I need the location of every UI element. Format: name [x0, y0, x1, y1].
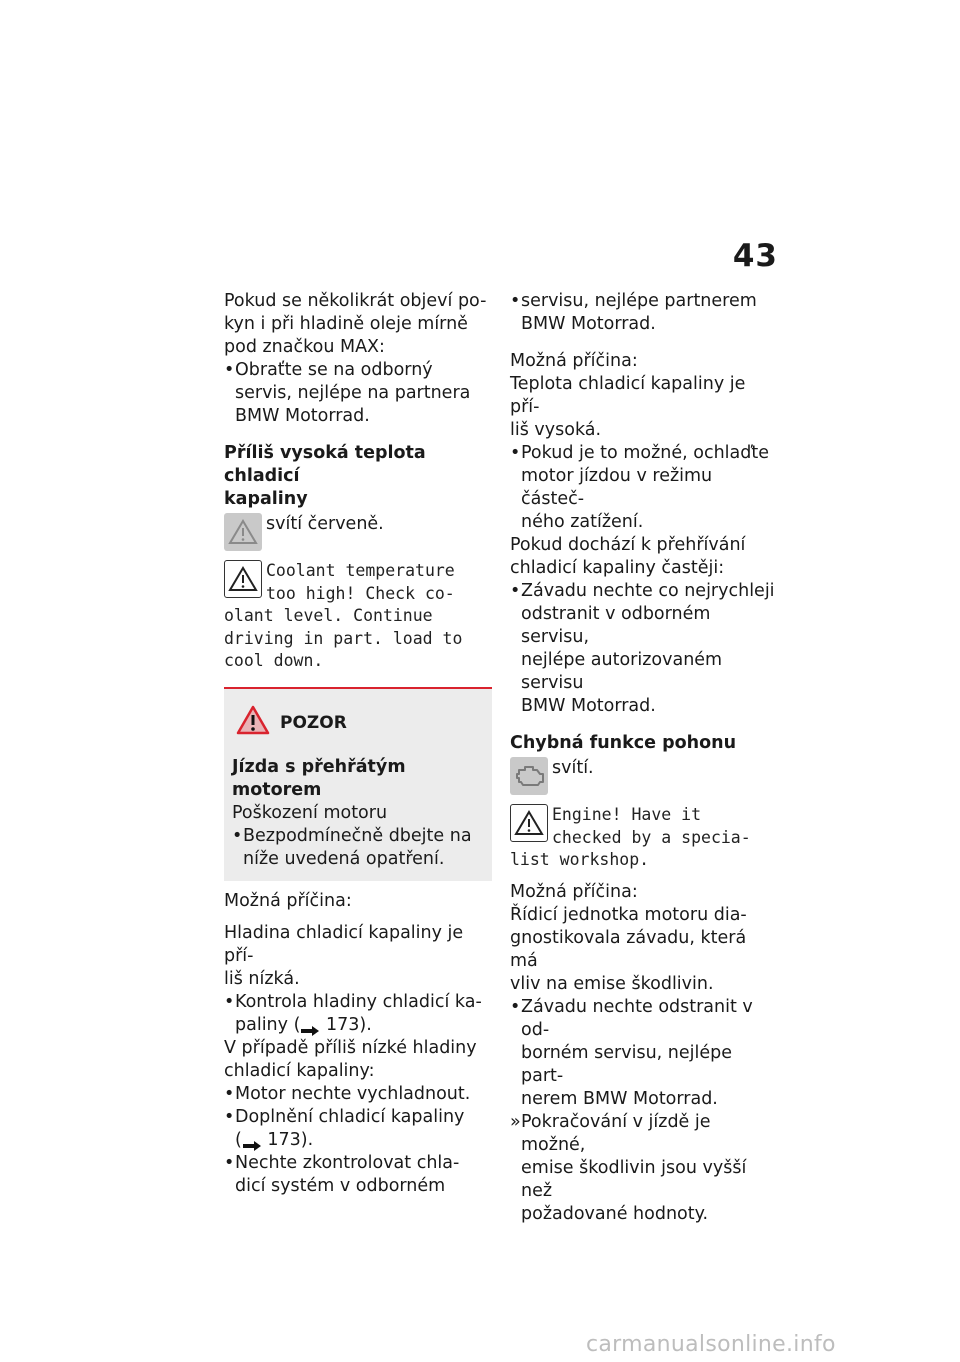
page-number: 43	[732, 238, 778, 274]
text-line: chladicí kapaliny častěji:	[510, 558, 725, 578]
display-message-coolant: Coolant temperature too high! Check co- olant level. Continue driving in part. load to cool down.	[224, 561, 463, 670]
list-item: • Doplnění chladicí kapaliny ( 173).	[224, 1106, 494, 1152]
caution-box	[224, 687, 492, 881]
cause-label: Možná příčina:	[224, 890, 352, 911]
note-item: » Pokračování v jízdě je možné, emise škodlivin jsou vyšší než požadované hodnoty.	[510, 1111, 778, 1226]
text-line: Pokud dochází k přehřívání	[510, 535, 746, 555]
watermark: carmanualsonline.info	[586, 1332, 836, 1357]
intro-line: pod značkou MAX:	[224, 337, 385, 357]
cause-label: Možná příčina:	[510, 351, 638, 371]
indicator-text: svítí červeně.	[266, 514, 384, 534]
section-heading-drive-fault: Chybná funkce pohonu	[510, 733, 737, 753]
caution-heading: Jízda s přehřátým motorem	[232, 756, 406, 800]
cause-line: gnostikovala závadu, která má	[510, 927, 747, 971]
page-reference[interactable]: 173).	[267, 1129, 314, 1150]
indicator-text: svítí.	[552, 758, 594, 778]
engine-icon	[510, 757, 548, 795]
warning-triangle-icon	[224, 513, 262, 551]
right-column	[510, 290, 778, 1226]
cause-line: Teplota chladicí kapaliny je pří-	[510, 374, 746, 417]
page-reference-arrow-icon	[242, 1135, 262, 1145]
text-line: chladicí kapaliny:	[224, 1060, 375, 1081]
warning-triangle-icon	[224, 560, 262, 598]
warning-triangle-icon	[510, 804, 548, 842]
list-item: • Obraťte se na odborný servis, nejlépe na partnera BMW Motorrad.	[224, 359, 494, 428]
intro-line: Pokud se několikrát objeví po-	[224, 291, 487, 311]
left-column	[224, 290, 494, 1198]
list-item: • Pokud je to možné, ochlaďte motor jízdou v režimu částeč- ného zatížení.	[510, 442, 778, 534]
page-reference[interactable]: 173).	[325, 1014, 372, 1035]
cause-label: Možná příčina:	[510, 881, 638, 902]
list-item: • Závadu nechte co nejrychleji odstranit v odborném servisu, nejlépe autorizovaném servisu BMW Motorrad.	[510, 580, 778, 718]
caution-subtitle: Poškození motoru	[232, 802, 388, 823]
intro-line: kyn i při hladině oleje mírně	[224, 314, 468, 334]
indicator-row	[510, 757, 778, 795]
display-message-engine: Engine! Have it checked by a specia- list workshop.	[510, 805, 751, 869]
cause-line: Hladina chladicí kapaliny je pří-	[224, 922, 464, 966]
section-heading-coolant: Příliš vysoká teplota chladicí kapaliny	[224, 443, 426, 509]
cause-line: Řídicí jednotka motoru dia-	[510, 904, 747, 925]
list-item-continuation: • servisu, nejlépe partnerem BMW Motorrad.	[510, 290, 778, 336]
list-item: • Nechte zkontrolovat chla- dicí systém v odborném	[224, 1152, 494, 1198]
indicator-row	[224, 513, 494, 551]
list-item: • Bezpodmínečně dbejte na níže uvedená opatření.	[232, 825, 484, 871]
cause-line: liš vysoká.	[510, 420, 602, 440]
list-item: • Kontrola hladiny chladicí ka- paliny ( 173).	[224, 991, 494, 1037]
cause-line: vliv na emise škodlivin.	[510, 973, 714, 994]
list-item: • Motor nechte vychladnout.	[224, 1083, 494, 1106]
cause-line: liš nízká.	[224, 968, 300, 989]
caution-title: POZOR	[232, 705, 484, 742]
text-line: V případě příliš nízké hladiny	[224, 1037, 477, 1058]
page-reference-arrow-icon	[300, 1020, 320, 1030]
caution-triangle-icon	[236, 705, 270, 742]
list-item: • Závadu nechte odstranit v od- borném servisu, nejlépe part- nerem BMW Motorrad.	[510, 996, 778, 1111]
